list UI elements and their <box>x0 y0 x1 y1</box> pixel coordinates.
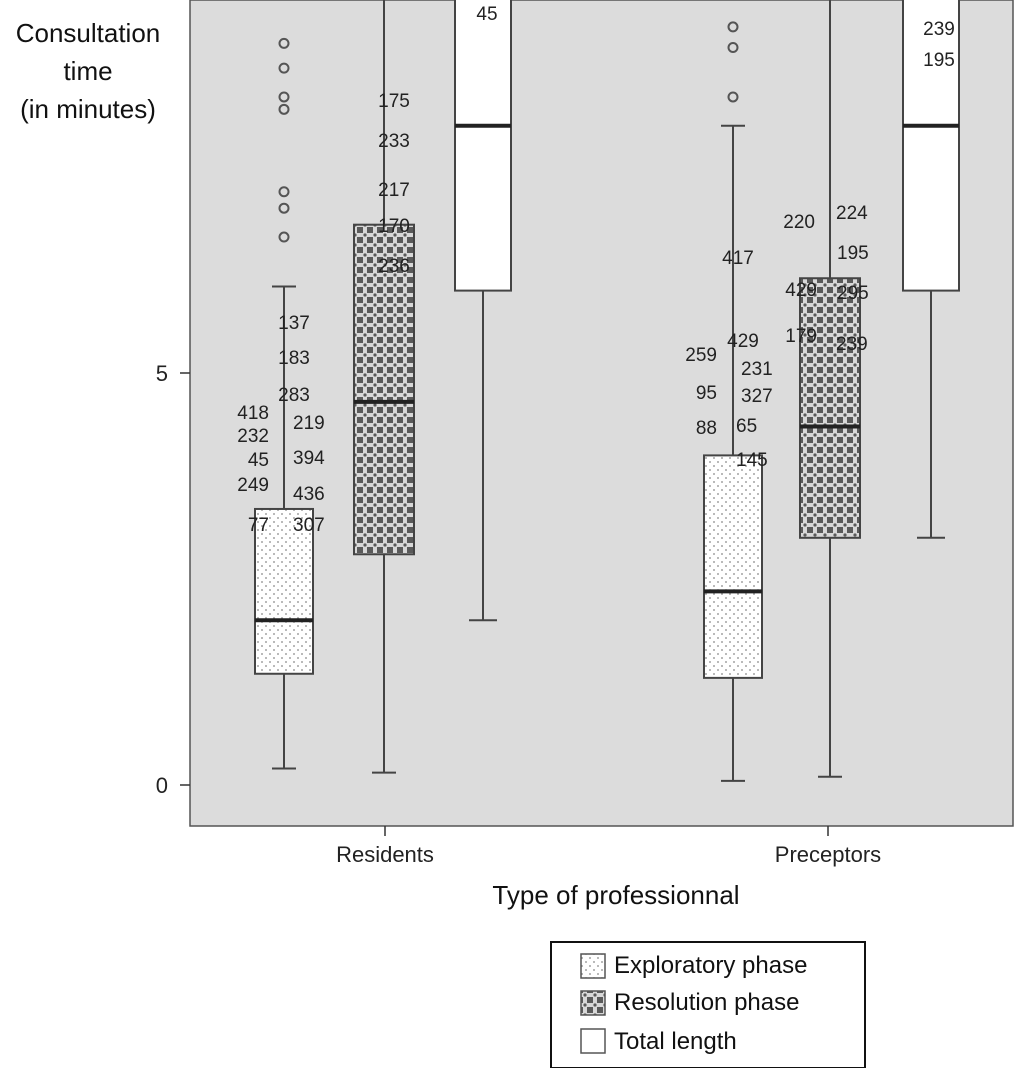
legend-label-resolution: Resolution phase <box>614 989 800 1016</box>
outlier-label: 429 <box>727 331 759 352</box>
legend-item-exploratory <box>581 952 807 979</box>
legend-swatch-total <box>581 1029 605 1053</box>
y-axis-title-line-1: Consultation <box>15 18 161 48</box>
outlier-label: 259 <box>685 345 717 366</box>
outlier-label: 170 <box>378 216 410 237</box>
outlier-label: 95 <box>695 383 717 404</box>
outlier-label: 239 <box>923 19 955 40</box>
outlier-label: 436 <box>293 484 325 505</box>
outlier-label: 233 <box>378 131 410 152</box>
legend <box>551 942 865 1068</box>
outlier-label: 232 <box>237 426 269 447</box>
x-axis <box>336 826 881 910</box>
y-tick-label: 0 <box>155 773 168 798</box>
y-axis-title <box>16 18 161 124</box>
outlier-label: 77 <box>247 515 269 536</box>
outlier-label: 175 <box>378 91 410 112</box>
outlier-label: 195 <box>837 243 869 264</box>
outlier-label: 224 <box>836 203 868 224</box>
outlier-label: 217 <box>378 180 410 201</box>
legend-swatch-resolution <box>581 991 605 1015</box>
outlier-label: 45 <box>247 450 269 471</box>
outlier-label: 418 <box>237 403 269 424</box>
y-tick-label: 5 <box>155 361 168 386</box>
outlier-label: 179 <box>785 326 817 347</box>
y-axis-title-line-2: time <box>63 56 113 86</box>
legend-swatch-exploratory <box>581 954 605 978</box>
outlier-label: 145 <box>736 450 768 471</box>
legend-item-total <box>581 1028 737 1055</box>
x-category-label-residents: Residents <box>336 842 434 867</box>
outlier-label: 220 <box>783 212 815 233</box>
outlier-label: 429 <box>785 280 817 301</box>
outlier-label: 137 <box>278 313 310 334</box>
outlier-label: 219 <box>293 413 325 434</box>
legend-item-resolution <box>581 989 799 1016</box>
outlier-label: 394 <box>293 448 325 469</box>
y-axis-title-line-3: (in minutes) <box>20 94 156 124</box>
outlier-label: 417 <box>722 248 754 269</box>
outlier-label: 249 <box>237 475 269 496</box>
outlier-label: 236 <box>378 256 410 277</box>
outlier-label: 45 <box>476 4 498 25</box>
x-category-label-preceptors: Preceptors <box>774 842 882 867</box>
legend-label-exploratory: Exploratory phase <box>614 952 808 979</box>
legend-label-total: Total length <box>614 1028 737 1055</box>
outlier-label: 283 <box>278 385 310 406</box>
box-iqr <box>455 0 511 291</box>
box-iqr <box>800 278 860 538</box>
outlier-label: 88 <box>695 418 717 439</box>
outlier-label: 183 <box>278 348 310 369</box>
outlier-label: 231 <box>741 359 773 380</box>
box-iqr <box>704 455 762 677</box>
outlier-label: 239 <box>836 334 868 355</box>
x-axis-title: Type of professionnal <box>492 880 740 910</box>
outlier-label: 195 <box>923 50 955 71</box>
box-iqr <box>903 0 959 291</box>
outlier-label: 327 <box>741 386 773 407</box>
outlier-label: 65 <box>736 416 758 437</box>
outlier-label: 307 <box>293 515 325 536</box>
outlier-label: 295 <box>837 283 869 304</box>
